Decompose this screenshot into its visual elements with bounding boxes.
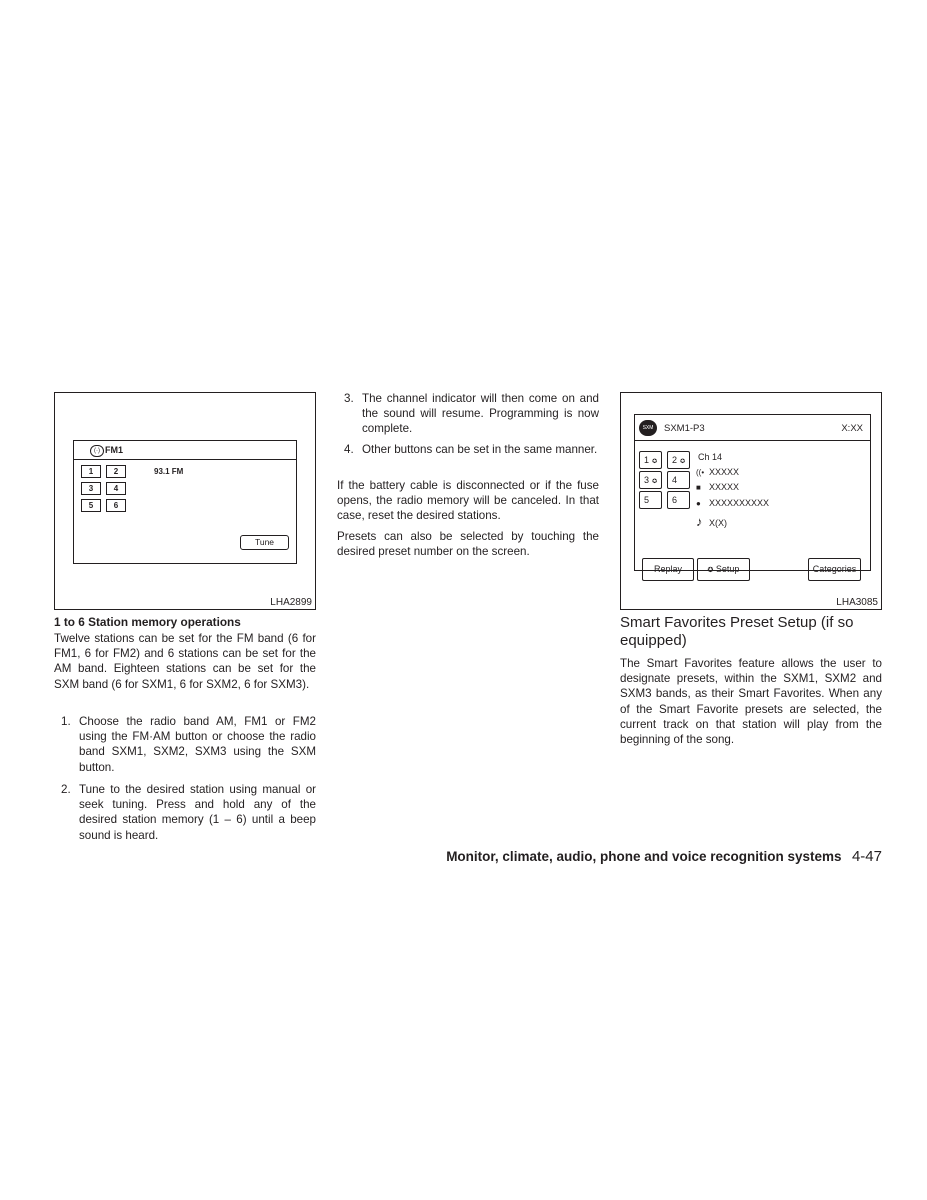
preset-button-4[interactable]: [667, 471, 690, 489]
smart-favorite-icon: ✪: [652, 479, 658, 485]
artist-line: [696, 498, 769, 508]
preset-number: 2: [672, 455, 678, 465]
step-text: Choose the radio band AM, FM1 or FM2 using the FM·AM button or choose the radio band SXM1, SXM2, SXM3 using the SXM button.: [79, 715, 316, 774]
figure-sxm-screen: [620, 392, 882, 610]
preset-button-3[interactable]: [639, 471, 662, 489]
smart-favorites-paragraph: The Smart Favorites feature allows the user to designate presets, within the SXM1, SXM2 and SXM3 bands, as their Smart Favorites. When any of the Smart Favorite presets are selected, the current track on that station will play from the beginning of the song.: [620, 657, 882, 747]
preset-button-2[interactable]: 2: [106, 465, 126, 478]
channel-number: Ch 14: [698, 452, 723, 462]
setup-button[interactable]: [697, 558, 750, 581]
preset-button-3[interactable]: 3: [81, 482, 101, 495]
song-name: X(X): [709, 518, 727, 528]
band-label: FM1: [105, 445, 123, 455]
step-number: 1.: [61, 715, 71, 728]
step-text: Tune to the desired station using manual or seek tuning. Press and hold any of the desired station memory (1 – 6) until a beep sound is heard.: [79, 783, 316, 842]
fm-screen-illustration: [73, 440, 297, 564]
category-line: [696, 482, 739, 492]
tune-button[interactable]: Tune: [240, 535, 289, 550]
signal-icon: ((•: [696, 468, 705, 477]
step-2: [61, 782, 316, 844]
music-note-icon: ♪: [696, 514, 703, 529]
step-number: 4.: [344, 443, 354, 456]
folder-icon: ■: [696, 483, 701, 492]
preset-button-6[interactable]: 6: [106, 499, 126, 512]
preset-number: 6: [672, 495, 678, 505]
step-text: The channel indicator will then come on and the sound will resume. Programming is now complete.: [362, 392, 599, 436]
section-heading: 1 to 6 Station memory operations: [54, 615, 241, 629]
preset-number: 3: [644, 475, 650, 485]
preset-button-6[interactable]: [667, 491, 690, 509]
preset-number: 4: [672, 475, 678, 485]
step-3: [344, 391, 599, 437]
preset-button-2[interactable]: [667, 451, 690, 469]
replay-button[interactable]: Replay: [642, 558, 694, 581]
sxm-logo: SXM: [639, 420, 657, 436]
header-divider: [74, 459, 296, 460]
intro-paragraph: Twelve stations can be set for the FM band (6 for FM1, 6 for FM2) and 6 stations can be set for the AM band. Eighteen stations can be set for the SXM band (6 for SXM1, 6 for SXM2, 6 for SXM3).: [54, 632, 316, 691]
footer-title: Monitor, climate, audio, phone and voice recognition systems: [446, 849, 842, 864]
frequency-display: 93.1 FM: [154, 467, 184, 476]
setup-label: Setup: [715, 564, 740, 574]
presets-paragraph: Presets can also be selected by touching the desired preset number on the screen.: [337, 530, 599, 559]
smart-favorite-icon: ✪: [652, 459, 658, 465]
smart-favorites-heading: Smart Favorites Preset Setup (if so equipped): [620, 614, 854, 649]
header-divider: [635, 440, 870, 441]
preset-number: 1: [644, 455, 650, 465]
station-name: XXXXX: [709, 467, 740, 477]
category-name: XXXXX: [709, 482, 740, 492]
preset-button-1[interactable]: [639, 451, 662, 469]
preset-button-1[interactable]: 1: [81, 465, 101, 478]
preset-button-4[interactable]: 4: [106, 482, 126, 495]
artist-icon: ●: [696, 499, 701, 508]
step-4: [344, 442, 599, 474]
sxm-screen-illustration: [634, 414, 871, 574]
step-number: 2.: [61, 783, 71, 796]
battery-paragraph: If the battery cable is disconnected or if the fuse opens, the radio memory will be canceled. In that case, reset the desired stations.: [337, 479, 599, 523]
smart-favorite-icon: ✪: [707, 567, 714, 574]
figure-id: LHA2899: [270, 597, 312, 608]
figure-id: LHA3085: [836, 597, 878, 608]
step-text: Other buttons can be set in the same manner.: [362, 443, 598, 456]
radio-band-icon: (·): [90, 445, 104, 457]
footer: [380, 848, 882, 866]
preset-number: 5: [644, 495, 650, 505]
artist-name: XXXXXXXXXX: [709, 498, 770, 508]
song-line: [696, 514, 727, 529]
page-number: 4-47: [851, 848, 882, 865]
smart-favorite-icon: ✪: [680, 459, 686, 465]
preset-button-5[interactable]: [639, 491, 662, 509]
figure-fm-screen: [54, 392, 316, 610]
step-1: [61, 714, 316, 776]
station-line: [696, 467, 739, 477]
step-number: 3.: [344, 392, 354, 405]
channel-label: SXM1-P3: [664, 423, 705, 434]
preset-button-5[interactable]: 5: [81, 499, 101, 512]
clock: X:XX: [841, 423, 863, 434]
categories-button[interactable]: Categories: [808, 558, 861, 581]
